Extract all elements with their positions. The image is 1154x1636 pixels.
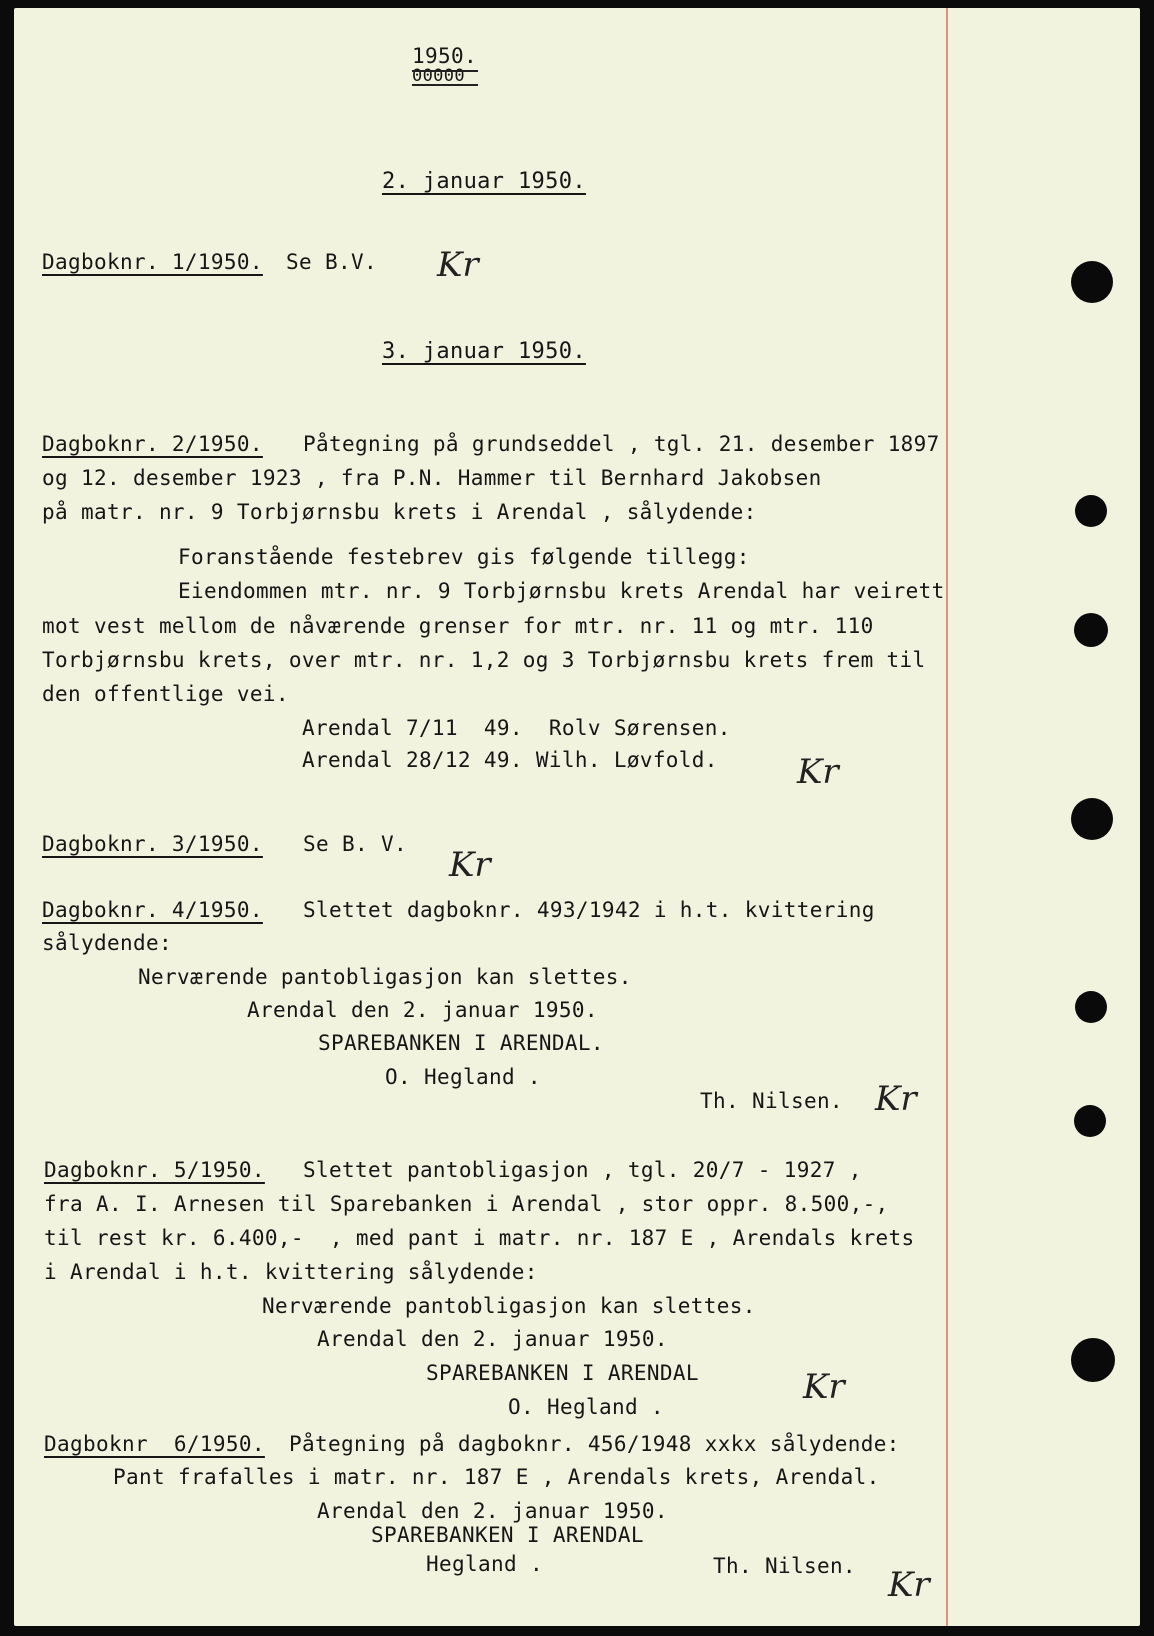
entry-line: i Arendal i h.t. kvittering sålydende: [44,1260,538,1284]
punch-hole [1074,1105,1106,1137]
page-number-strike [412,70,478,86]
page-number-old: 00000 [412,66,465,86]
entry-line: Påtegning på dagboknr. 456/1948 xxkx sålydende: [289,1432,900,1456]
punch-hole [1074,613,1108,647]
entry-line: SPAREBANKEN I ARENDAL [371,1523,644,1547]
initials-signature: Kr [449,845,491,885]
entry-line: fra A. I. Arnesen til Sparebanken i Arendal , stor oppr. 8.500,-, [44,1192,889,1216]
entry-line: og 12. desember 1923 , fra P.N. Hammer til Bernhard Jakobsen [42,466,822,490]
entry-line: Eiendommen mtr. nr. 9 Torbjørnsbu krets Arendal har veirett [178,579,945,603]
initials-signature: Kr [437,245,479,285]
entry-label: Dagboknr. 2/1950. [42,432,263,456]
punch-hole [1075,991,1107,1023]
entry-line: den offentlige vei. [42,682,289,706]
date-heading: 3. januar 1950. [382,339,586,364]
entry-line: Nerværende pantobligasjon kan slettes. [262,1294,756,1318]
date-heading: 2. januar 1950. [382,169,586,194]
entry-label: Dagboknr. 5/1950. [44,1158,265,1182]
entry-label: Dagboknr. 4/1950. [42,898,263,922]
entry-line: Påtegning på grundseddel , tgl. 21. desember 1897 [303,432,940,456]
entry-line: Arendal den 2. januar 1950. [247,998,598,1022]
entry-text: Se B.V. [286,250,377,274]
entry-line: SPAREBANKEN I ARENDAL. [318,1031,604,1055]
entry-line: Hegland . [426,1552,543,1576]
entry-line: Th. Nilsen. [700,1089,843,1113]
initials-signature: Kr [797,752,839,792]
initials-signature: Kr [803,1367,845,1407]
page-number: 1950. [412,44,477,68]
punch-hole [1071,1338,1115,1382]
entry-line: Nerværende pantobligasjon kan slettes. [138,965,632,989]
entry-label: Dagboknr. 3/1950. [42,832,263,856]
entry-line: O. Hegland . [385,1065,541,1089]
margin-rule [946,8,948,1626]
initials-signature: Kr [888,1565,930,1605]
entry-label: Dagboknr 6/1950. [44,1432,265,1456]
entry-line: Arendal den 2. januar 1950. [317,1327,668,1351]
entry-line: Arendal 28/12 49. Wilh. Løvfold. [302,748,718,772]
entry-line: på matr. nr. 9 Torbjørnsbu krets i Arendal , sålydende: [42,500,757,524]
entry-label: Dagboknr. 1/1950. [42,250,263,274]
entry-line: Foranstående festebrev gis følgende tillegg: [178,545,750,569]
punch-hole [1075,495,1107,527]
entry-line: Th. Nilsen. [713,1554,856,1578]
entry-line: SPAREBANKEN I ARENDAL [426,1361,699,1385]
entry-line: Arendal 7/11 49. Rolv Sørensen. [302,716,731,740]
entry-line: til rest kr. 6.400,- , med pant i matr. nr. 187 E , Arendals krets [44,1226,915,1250]
punch-hole [1071,261,1113,303]
entry-line: mot vest mellom de nåværende grenser for mtr. nr. 11 og mtr. 110 [42,614,874,638]
entry-text: Se B. V. [303,832,407,856]
entry-line: O. Hegland . [508,1395,664,1419]
entry-line: Slettet dagboknr. 493/1942 i h.t. kvittering [303,898,875,922]
entry-line: Slettet pantobligasjon , tgl. 20/7 - 1927 , [303,1158,862,1182]
initials-signature: Kr [875,1079,917,1119]
entry-line: Pant frafalles i matr. nr. 187 E , Arendals krets, Arendal. [113,1465,880,1489]
entry-line: Torbjørnsbu krets, over mtr. nr. 1,2 og 3 Torbjørnsbu krets frem til [42,648,926,672]
punch-hole [1071,798,1113,840]
entry-line: Arendal den 2. januar 1950. [317,1499,668,1523]
entry-line: sålydende: [42,931,172,955]
